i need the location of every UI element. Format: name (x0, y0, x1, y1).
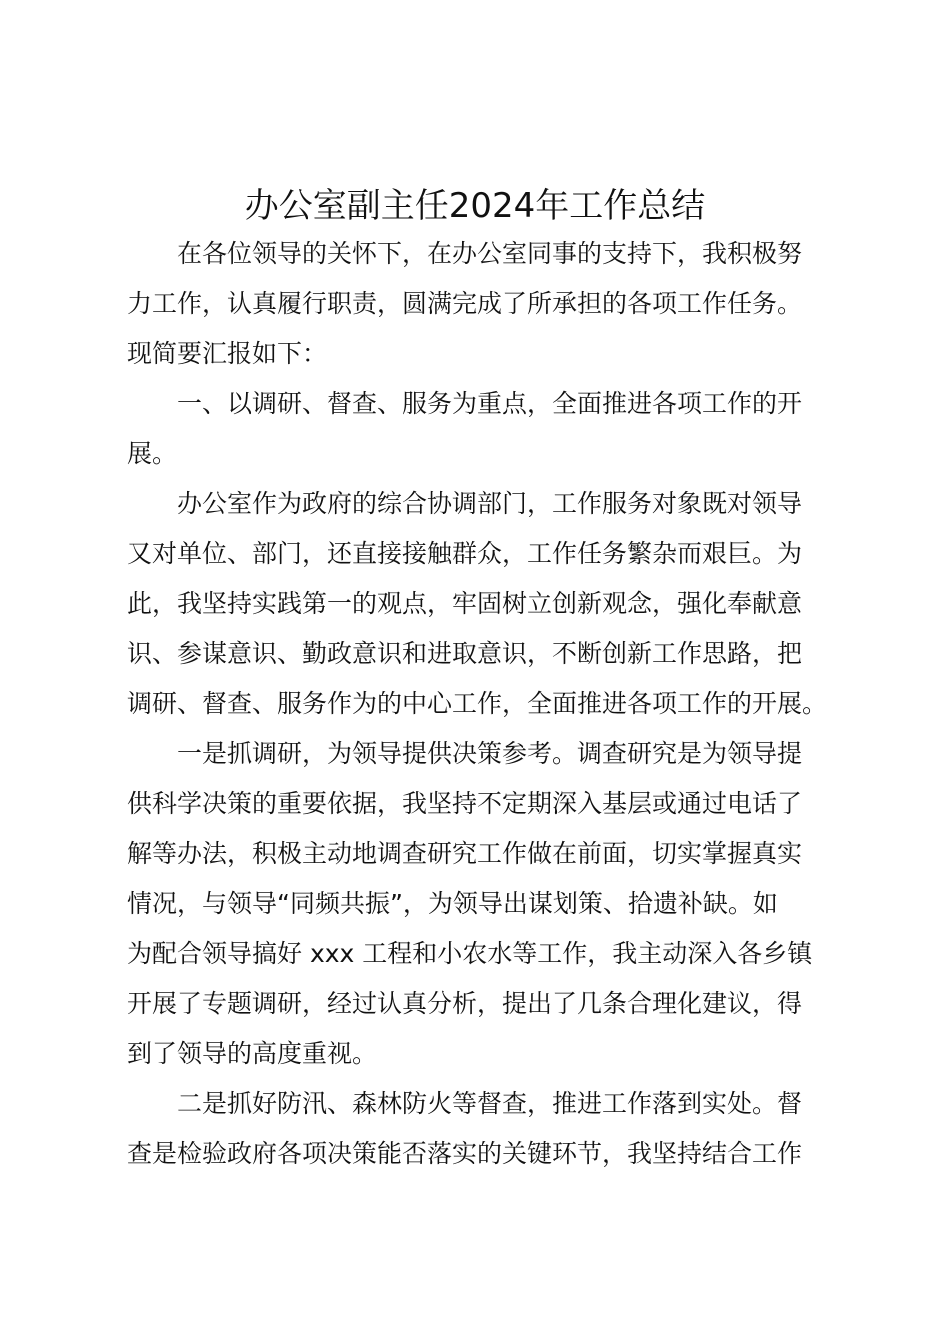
section-1-heading-line-2: 展。 (127, 439, 178, 468)
paragraph-1-line-1: 在各位领导的关怀下，在办公室同事的支持下，我积极努 (177, 239, 803, 268)
paragraph-3-line-7: 到了领导的高度重视。 (127, 1039, 378, 1068)
paragraph-3-line-5: 为配合领导搞好 xxx 工程和小农水等工作，我主动深入各乡镇 (127, 939, 813, 968)
paragraph-1-line-2: 力工作，认真履行职责，圆满完成了所承担的各项工作任务。 (127, 289, 803, 318)
paragraph-4-line-1: 二是抓好防汛、森林防火等督查，推进工作落到实处。督 (177, 1089, 803, 1118)
paragraph-2-line-1: 办公室作为政府的综合协调部门，工作服务对象既对领导 (177, 489, 803, 518)
paragraph-3-line-1: 一是抓调研，为领导提供决策参考。调查研究是为领导提 (177, 739, 803, 768)
paragraph-3-line-3: 解等办法，积极主动地调查研究工作做在前面，切实掌握真实 (127, 839, 803, 868)
paragraph-3-line-2: 供科学决策的重要依据，我坚持不定期深入基层或通过电话了 (127, 789, 803, 818)
paragraph-2-line-3: 此，我坚持实践第一的观点，牢固树立创新观念，强化奉献意 (127, 589, 803, 618)
paragraph-3-line-6: 开展了专题调研，经过认真分析，提出了几条合理化建议，得 (127, 989, 803, 1018)
section-1-heading-line-1: 一、以调研、督查、服务为重点，全面推进各项工作的开 (177, 389, 803, 418)
paragraph-2-line-5: 调研、督查、服务作为的中心工作，全面推进各项工作的开展。 (127, 689, 828, 718)
paragraph-2-line-4: 识、参谋意识、勤政意识和进取意识，不断创新工作思路，把 (127, 639, 803, 668)
document-title: 办公室副主任2024年工作总结 (244, 186, 706, 226)
paragraph-4-line-2: 查是检验政府各项决策能否落实的关键环节，我坚持结合工作 (127, 1139, 803, 1168)
paragraph-3-line-4: 情况，与领导“同频共振”，为领导出谋划策、拾遗补缺。如 (127, 889, 778, 918)
paragraph-2-line-2: 又对单位、部门，还直接接触群众，工作任务繁杂而艰巨。为 (127, 539, 803, 568)
paragraph-1-line-3: 现简要汇报如下： (127, 339, 328, 368)
